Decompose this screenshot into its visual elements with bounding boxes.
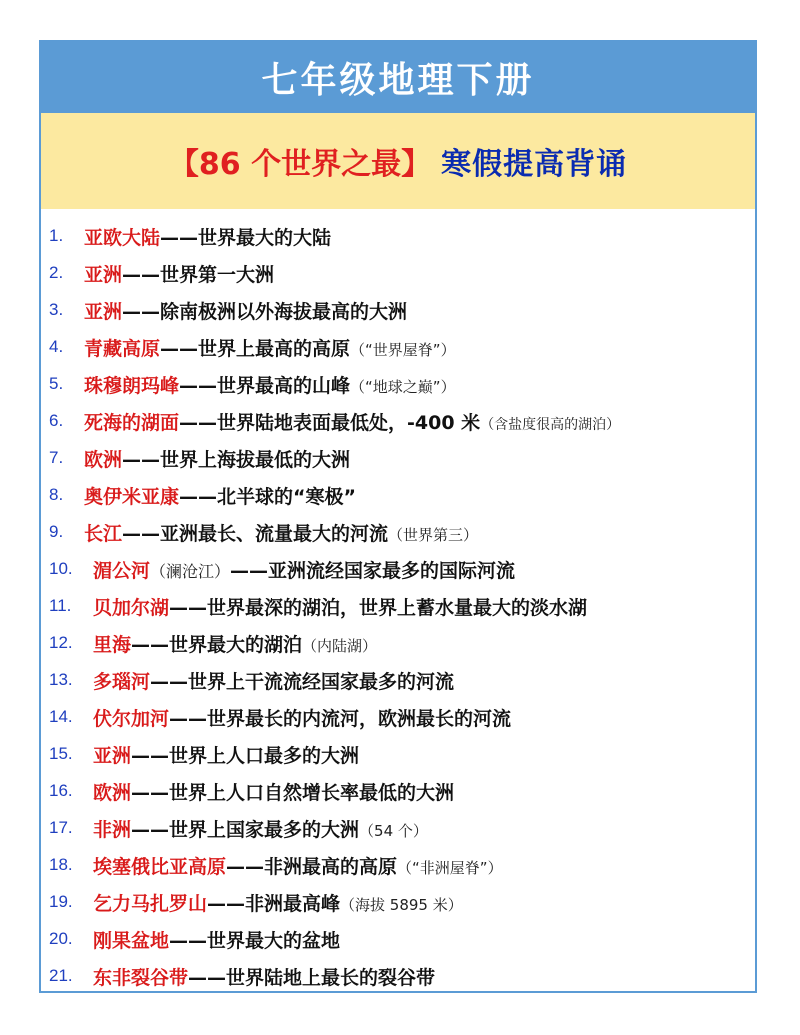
item-term: 奥伊米亚康 [84,485,180,508]
item-term: 里海 [93,633,132,656]
item-number: 17. [49,818,73,837]
item-term: 欧洲 [93,781,132,804]
item-content [84,519,478,546]
list-item [41,887,755,917]
item-number: 9. [49,522,64,541]
item-number: 16. [49,781,73,800]
item-number: 7. [49,448,64,467]
item-content [93,593,587,620]
item-term: 青藏高原 [84,337,161,360]
item-term: 贝加尔湖 [93,596,170,619]
subtitle-text: 寒假提高背诵 [441,147,628,182]
item-number: 20. [49,929,73,948]
list-item [41,258,755,288]
item-number: 10. [49,559,73,578]
item-number: 6. [49,411,64,430]
item-note: （世界第三） [388,525,479,544]
item-content [93,667,454,694]
item-desc: ——世界上海拔最低的大洲 [122,448,351,471]
item-term: 乞力马扎罗山 [93,892,208,915]
item-content [84,371,456,398]
item-desc: ——除南极洲以外海拔最高的大洲 [122,300,408,323]
list-item [41,850,755,880]
item-term: 长江 [84,522,123,545]
subtitle-banner [41,113,755,209]
list-item [41,332,755,362]
item-note: （海拔 5895 米） [340,895,463,914]
item-desc: ——世界陆地表面最低处，-400 米 [179,411,481,434]
item-number: 2. [49,263,64,282]
item-number: 21. [49,966,73,985]
item-desc: ——亚洲流经国家最多的国际河流 [230,559,516,582]
item-content [84,260,274,287]
item-desc: ——世界最大的湖泊 [131,633,303,656]
item-desc: ——世界上国家最多的大洲 [131,818,360,841]
document-frame [39,40,757,993]
item-desc: ——世界最大的盆地 [169,929,341,952]
item-content [84,223,331,250]
list-item [41,517,755,547]
item-content [84,482,356,509]
subtitle-highlight: 【86 个世界之最】 [168,147,432,182]
item-content [84,334,456,361]
item-number: 13. [49,670,73,689]
item-content [93,556,515,583]
item-number: 18. [49,855,73,874]
item-desc: ——世界最长的内流河，欧洲最长的河流 [169,707,512,730]
item-desc: ——非洲最高峰 [207,892,341,915]
item-number: 19. [49,892,73,911]
page-title: 七年级地理下册 [261,60,535,101]
item-note: （54 个） [359,821,428,840]
item-term: 刚果盆地 [93,929,170,952]
item-content [93,852,503,879]
list-item [41,443,755,473]
item-desc: ——世界最深的湖泊，世界上蓄水量最大的淡水湖 [169,596,588,619]
item-content [93,963,435,990]
item-desc: ——世界上最高的高原 [160,337,351,360]
list-item [41,665,755,695]
list-item [41,591,755,621]
item-content [93,889,463,916]
item-term: 亚欧大陆 [84,226,161,249]
item-desc: ——世界第一大洲 [122,263,275,286]
item-desc: ——亚洲最长、流量最大的河流 [122,522,389,545]
item-desc: ——世界上人口自然增长率最低的大洲 [131,781,455,804]
list-item [41,739,755,769]
item-content [93,741,359,768]
item-note: （“非洲屋脊”） [397,858,503,877]
item-note: （内陆湖） [302,636,378,655]
item-content [93,815,428,842]
item-note: （“世界屋脊”） [350,340,456,359]
item-desc: ——世界上人口最多的大洲 [131,744,360,767]
item-desc: ——世界上干流流经国家最多的河流 [150,670,455,693]
item-number: 1. [49,226,64,245]
list-item [41,295,755,325]
item-term: 死海的湖面 [84,411,180,434]
item-number: 4. [49,337,64,356]
item-number: 8. [49,485,64,504]
item-number: 5. [49,374,64,393]
title-banner [41,42,755,113]
item-desc: ——世界最大的大陆 [160,226,332,249]
item-note: （含盐度很高的湖泊） [480,416,621,433]
item-term: 亚洲 [84,300,123,323]
item-content [93,630,377,657]
list-item [41,961,755,991]
item-term: 伏尔加河 [93,707,170,730]
item-number: 14. [49,707,73,726]
item-number: 15. [49,744,73,763]
item-content [84,408,620,435]
list-item [41,480,755,510]
item-content [93,778,454,805]
item-note: （“地球之巅”） [350,377,456,396]
item-number: 12. [49,633,73,652]
item-term: 多瑙河 [93,670,151,693]
list-item [41,554,755,584]
item-content [93,704,511,731]
item-content [93,926,340,953]
list-item [41,221,755,251]
list-item [41,406,755,436]
item-number: 11. [49,596,72,615]
item-desc: ——世界最高的山峰 [179,374,351,397]
item-term: 埃塞俄比亚高原 [93,855,227,878]
item-term: 亚洲 [93,744,132,767]
item-number: 3. [49,300,64,319]
item-term: 东非裂谷带 [93,966,189,989]
list-item [41,924,755,954]
list-item [41,813,755,843]
item-content [84,445,350,472]
list-item [41,369,755,399]
list-item [41,702,755,732]
item-term: 珠穆朗玛峰 [84,374,180,397]
item-note: （澜沧江） [150,561,231,581]
list-item [41,628,755,658]
item-desc: ——北半球的“寒极” [179,485,356,508]
item-content [84,297,407,324]
list-item [41,776,755,806]
item-term: 非洲 [93,818,132,841]
item-term: 亚洲 [84,263,123,286]
item-desc: ——非洲最高的高原 [226,855,398,878]
item-term: 湄公河 [93,559,151,582]
item-desc: ——世界陆地上最长的裂谷带 [188,966,436,989]
item-term: 欧洲 [84,448,123,471]
